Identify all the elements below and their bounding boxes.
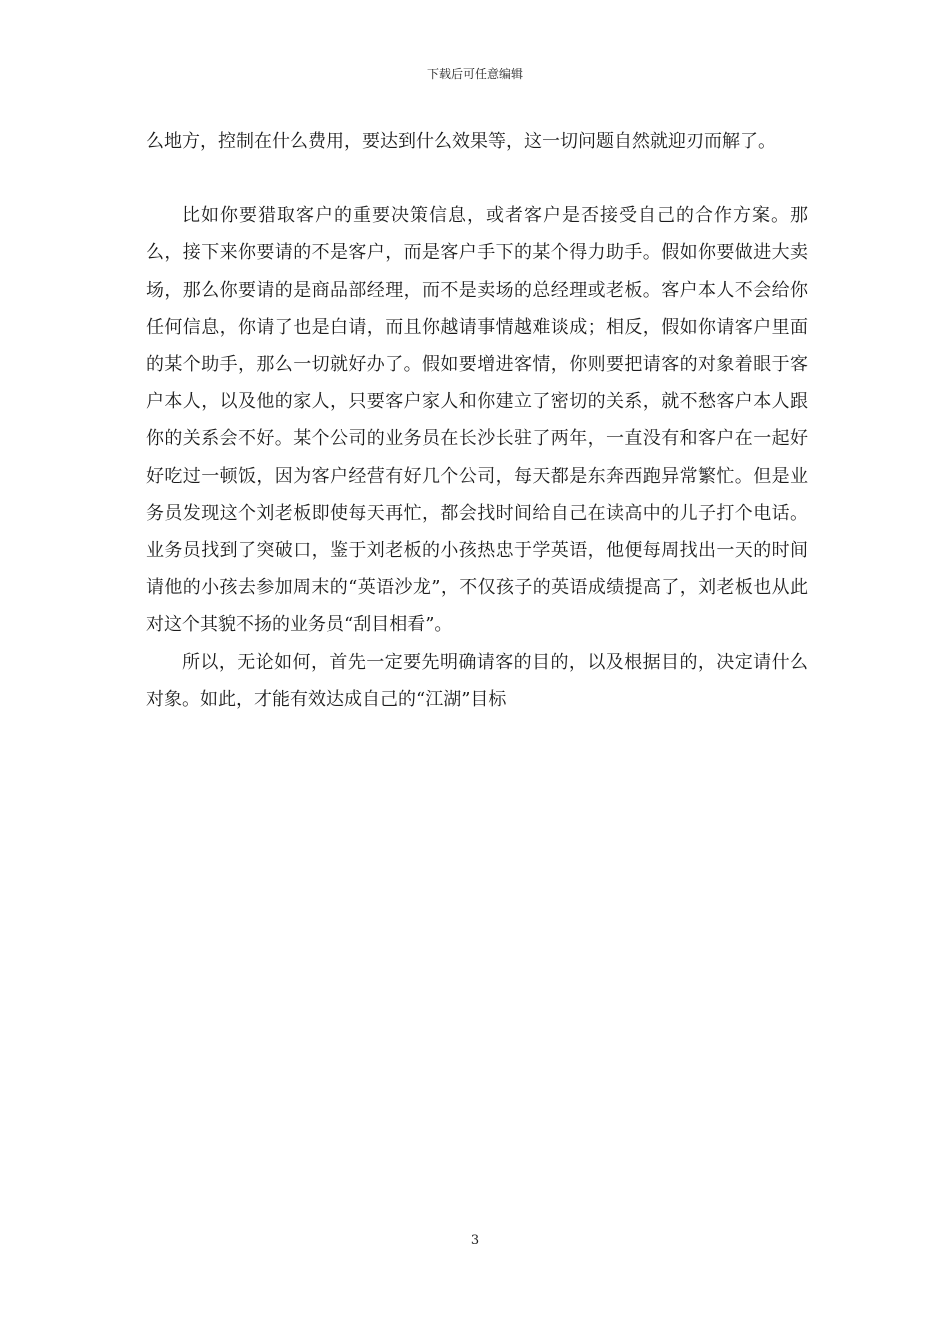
paragraph-example: 比如你要猎取客户的重要决策信息，或者客户是否接受自己的合作方案。那么，接下来你要请的不是客户，而是客户手下的某个得力助手。假如你要做进大卖场，那么你要请的是商品部经理，而不是卖场的总经理或老板。客户本人不会给你任何信息，你请了也是白请，而且你越请事情越难谈成；相反，假如你请客户里面的某个助手，那么一切就好办了。假如要增进客情，你则要把请客的对象着眼于客户本人，以及他的家人，只要客户家人和你建立了密切的关系，就不愁客户本人跟你的关系会不好。某个公司的业务员在长沙长驻了两年，一直没有和客户在一起好好吃过一顿饭，因为客户经营有好几个公司，每天都是东奔西跑异常繁忙。但是业务员发现这个刘老板即使每天再忙，都会找时间给自己在读高中的儿子打个电话。业务员找到了突破口，鉴于刘老板的小孩热忠于学英语，他便每周找出一天的时间请他的小孩去参加周末的“英语沙龙”，不仅孩子的英语成绩提高了，刘老板也从此对这个其貌不扬的业务员“刮目相看”。 xyxy=(146,205,808,636)
page-number: 3 xyxy=(470,1233,480,1248)
paragraph-conclusion: 所以，无论如何，首先一定要先明确请客的目的，以及根据目的，决定请什么对象。如此，才能有效达成自己的“江湖”目标 xyxy=(146,651,808,710)
page-header: 下载后可任意编辑 xyxy=(426,67,523,81)
document-body xyxy=(146,123,808,718)
paragraph-continuation: 么地方，控制在什么费用，要达到什么效果等，这一切问题自然就迎刃而解了。 xyxy=(146,131,776,152)
